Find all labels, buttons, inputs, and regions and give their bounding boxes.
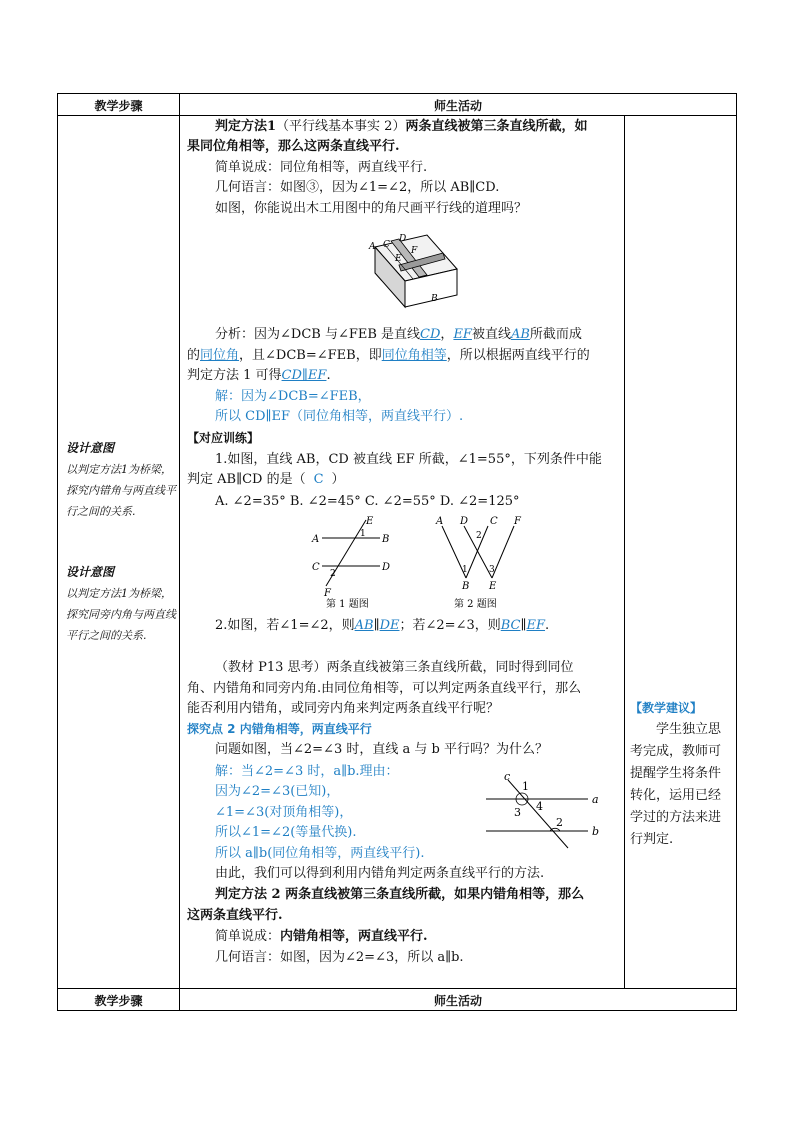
method2-line1: 判定方法 2 两条直线被第三条直线所截，如果内错角相等，那么 (215, 887, 585, 902)
fig3-caption: 第 2 题图 (454, 599, 497, 610)
proof-line1: 解：当∠2=∠3 时，a∥b.理由： (215, 764, 399, 779)
carpenter-question: 如图，你能说出木工用图中的角尺画平行线的道理吗？ (215, 201, 528, 216)
method2-short-text: 内错角相等，两直线平行. (280, 929, 428, 944)
blank-q2-ef: EF (526, 618, 546, 633)
design-intent-1-body: 以判定方法1为桥梁，探究内错角与两直线平行之间的关系. (66, 463, 176, 518)
textbook-think-line1: （教材 P13 思考）两条直线被第三条直线所截，同时得到同位 (215, 660, 574, 675)
method2-geometry: 几何语言：如图，因为∠2=∠3，所以 a∥b. (215, 950, 464, 965)
fig1-label-f: F (411, 246, 418, 256)
blank-cd: CD (420, 327, 441, 342)
fig1-label-d: D (399, 234, 407, 244)
table-top-border (57, 93, 737, 94)
header-step: 教学步骤 (94, 99, 143, 113)
analysis-text-6: ，所以根据两直线平行的 (446, 348, 590, 363)
method1-short-text: 同位角相等，两直线平行. (280, 160, 428, 175)
fig4-label-2: 2 (556, 816, 563, 829)
solution-line1: 解：因为∠DCB=∠FEB， (215, 389, 371, 404)
question2-text-1: 2.如图，若∠1=∠2，则 (215, 618, 355, 633)
textbook-think-line2: 角、内错角和同旁内角.由同位角相等，可以判定两条直线平行，那么 (187, 681, 582, 696)
analysis-text-8: . (326, 368, 331, 383)
carpenter-square-figure (365, 227, 465, 313)
analysis-text-2: 被直线 (471, 327, 511, 342)
fig3-label-2: 2 (476, 531, 482, 541)
teaching-suggestion-body: 学生独立思考完成，教师可提醒学生将条件转化，运用已经学过的方法来进行判定. (630, 722, 722, 847)
fig2-label-c: C (312, 562, 320, 573)
analysis-text-5: ，且∠DCB=∠FEB，即 (239, 348, 382, 363)
question2 (215, 616, 549, 636)
blank-cd-parallel-ef: CD∥EF (281, 368, 327, 383)
question1-figure (308, 514, 400, 610)
analysis-text-1: 分析：因为∠DCB 与∠FEB 是直线 (215, 327, 421, 342)
design-intent-2 (66, 562, 176, 646)
solution-line2: 所以 CD∥EF（同位角相等，两直线平行）. (215, 409, 464, 424)
column-divider-1 (179, 93, 180, 1011)
blank-q2-ab: AB (354, 618, 374, 633)
textbook-think-line3: 能否利用内错角，或同旁内角来判定两条直线平行呢？ (187, 701, 500, 716)
table-bottom-border (57, 1010, 737, 1011)
question1-answer: C (313, 472, 324, 487)
question1-stem: 判定 AB∥CD 的是（ (187, 472, 306, 487)
blank-ab: AB (510, 327, 530, 342)
analysis-line1 (215, 325, 582, 345)
question2-parallel-1: ∥ (373, 618, 380, 633)
conclusion-line: 由此，我们可以得到利用内错角判定两条直线平行的方法. (215, 866, 545, 881)
design-intent-2-body: 以判定方法1为桥梁，探究同旁内角与两直线平行之间的关系. (66, 587, 176, 642)
design-intent-2-title: 设计意图 (66, 565, 115, 579)
method1-line1 (215, 117, 587, 137)
footer-activity: 师生活动 (433, 994, 482, 1008)
fig1-label-e: E (395, 254, 402, 264)
method1-short-label: 简单说成： (215, 160, 281, 175)
analysis-line2 (187, 346, 590, 366)
fig4-label-1: 1 (522, 780, 529, 793)
fig4-label-4: 4 (536, 800, 543, 813)
footer-step: 教学步骤 (94, 994, 143, 1008)
analysis-sep: ， (440, 327, 454, 342)
fig3-label-d: D (460, 516, 469, 527)
table-right-border (736, 93, 737, 1011)
header-bottom-border (57, 115, 737, 116)
question1-line2 (187, 470, 345, 490)
proof-line3: ∠1=∠3(对顶角相等)， (215, 805, 353, 820)
fig2-caption: 第 1 题图 (326, 599, 369, 610)
header-activity: 师生活动 (433, 99, 482, 113)
fig3-label-f: F (514, 516, 521, 527)
fig2-label-e: E (366, 516, 374, 527)
method1-geometry: 几何语言：如图③，因为∠1=∠2，所以 AB∥CD. (215, 180, 500, 195)
method1-title: 判定方法1 (215, 119, 277, 134)
blank-q2-de: DE (379, 618, 400, 633)
fig3-label-c: C (490, 516, 498, 527)
transversal-figure (482, 772, 602, 852)
fig3-label-e: E (489, 581, 497, 592)
method1-line2: 果同位角相等，那么这两条直线平行. (187, 139, 400, 154)
fig4-label-a: a (592, 793, 599, 806)
method2-short (215, 927, 428, 947)
method1-text-a: 两条直线被第三条直线所截，如 (405, 119, 588, 134)
fig4-label-c: c (504, 772, 511, 783)
fig2-label-1: 1 (360, 529, 366, 539)
teaching-suggestion-title: 【教学建议】 (630, 701, 703, 715)
question1-line1: 1.如图，直线 AB，CD 被直线 EF 所截，∠1=55°，下列条件中能 (215, 452, 602, 467)
question2-text-2: ；若∠2=∠3，则 (399, 618, 501, 633)
fig2-label-b: B (382, 534, 390, 545)
explore-point-2: 探究点 2 内错角相等，两直线平行 (187, 722, 372, 736)
analysis-text-7: 判定方法 1 可得 (187, 368, 282, 383)
fig1-label-c: C (383, 240, 390, 250)
teaching-suggestion (630, 697, 730, 851)
blank-corresponding-equal: 同位角相等 (381, 348, 447, 363)
fig3-label-a: A (436, 516, 444, 527)
fig3-label-3: 3 (489, 565, 495, 575)
blank-corresponding-angle: 同位角 (200, 348, 240, 363)
analysis-line3 (187, 366, 331, 386)
proof-line2: 因为∠2=∠3(已知)， (215, 784, 340, 799)
fig2-label-f: F (324, 588, 331, 599)
question1-options: A. ∠2=35° B. ∠2=45° C. ∠2=55° D. ∠2=125° (215, 494, 520, 509)
proof-line4: 所以∠1=∠2(等量代换). (215, 825, 357, 840)
question2-parallel-2: ∥ (520, 618, 527, 633)
drill-heading: 【对应训练】 (187, 431, 260, 445)
blank-q2-bc: BC (500, 618, 521, 633)
fig2-label-2: 2 (330, 569, 336, 579)
question2-figure (432, 514, 528, 610)
method2-short-label: 简单说成： (215, 929, 281, 944)
question2-end: . (545, 618, 550, 633)
fig2-label-a: A (312, 534, 320, 545)
blank-ef: EF (453, 327, 472, 342)
fig4-label-3: 3 (514, 806, 521, 819)
question1-close: ） (331, 472, 345, 487)
fig2-label-d: D (382, 562, 391, 573)
problem-question: 问题如图，当∠2=∠3 时，直线 a 与 b 平行吗？为什么？ (215, 742, 548, 757)
method1-short (215, 158, 427, 178)
design-intent-1 (66, 438, 176, 522)
method1-note: （平行线基本事实 2） (276, 119, 406, 134)
table-left-border (57, 93, 58, 1011)
footer-top-border (57, 988, 737, 989)
design-intent-1-title: 设计意图 (66, 441, 115, 455)
analysis-text-3: 所截而成 (529, 327, 582, 342)
column-divider-2 (624, 115, 625, 988)
fig3-label-b: B (462, 581, 470, 592)
fig4-label-b: b (592, 825, 600, 838)
fig1-label-a: A (369, 242, 376, 252)
analysis-text-4: 的 (187, 348, 201, 363)
fig1-label-b: B (431, 294, 438, 304)
proof-line5: 所以 a∥b(同位角相等，两直线平行). (215, 846, 425, 861)
fig3-label-1: 1 (462, 565, 468, 575)
method2-line2: 这两条直线平行. (187, 908, 283, 923)
